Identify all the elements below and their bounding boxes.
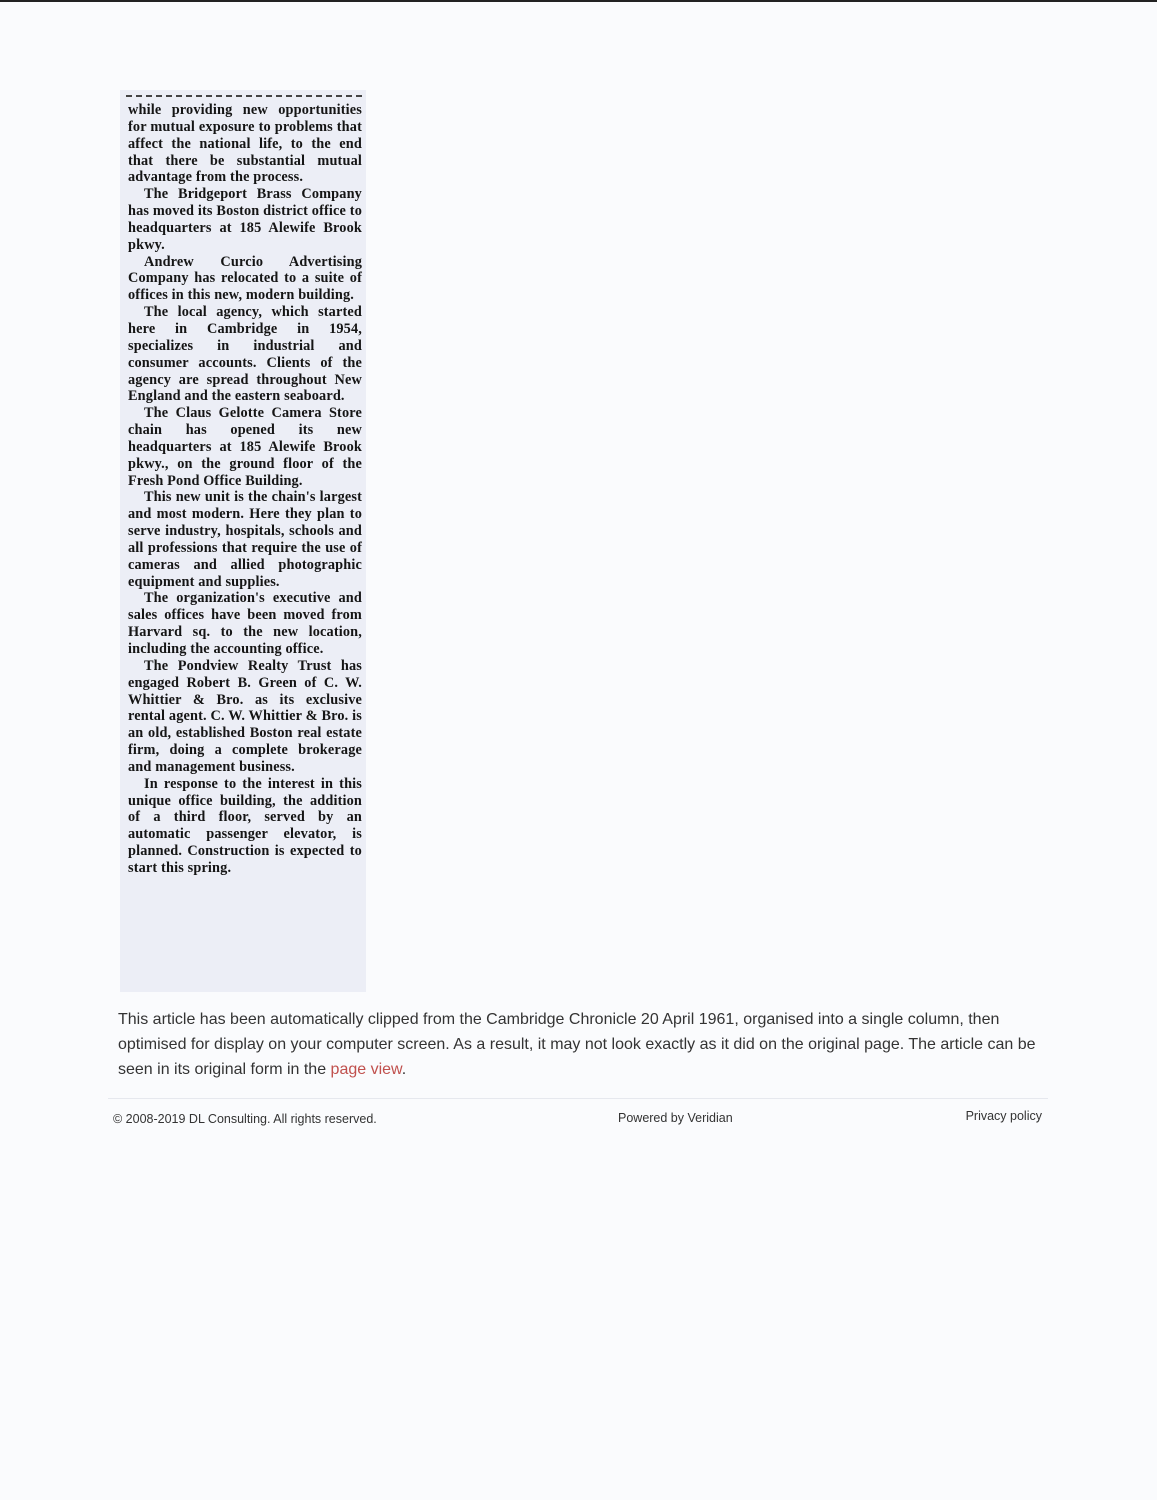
- privacy-policy-link[interactable]: Privacy policy: [965, 1109, 1042, 1123]
- page-view-link[interactable]: page view: [330, 1061, 402, 1078]
- article-paragraph: In response to the interest in this unique office building, the addition of a third floor, served by an automatic passenger elevator, is planned. Construction is expected to start this spring.: [128, 775, 362, 876]
- clipping-caption: [118, 1007, 1038, 1082]
- top-border: [0, 0, 1157, 2]
- clipped-header-fragment: [126, 95, 362, 100]
- article-paragraph: while providing new opportunities for mutual exposure to problems that affect the national life, to the end that there be substantial mutual advantage from the process.: [128, 102, 362, 186]
- article-paragraph: The Bridgeport Brass Company has moved its Boston district office to headquarters at 185 Alewife Brook pkwy.: [128, 186, 362, 253]
- footer-powered-by: Powered by Veridian: [618, 1111, 733, 1125]
- footer-copyright: © 2008-2019 DL Consulting. All rights reserved.: [113, 1112, 377, 1126]
- article-paragraph: Andrew Curcio Advertising Company has relocated to a suite of offices in this new, modern building.: [128, 253, 362, 304]
- article-clip-image: [120, 90, 366, 992]
- article-paragraph: The local agency, which started here in Cambridge in 1954, specializes in industrial and consumer accounts. Clients of the agency are spread throughout New England and the eastern seaboard.: [128, 304, 362, 405]
- article-paragraph: The Claus Gelotte Camera Store chain has opened its new headquarters at 185 Alewife Brook pkwy., on the ground floor of the Fresh Pond Office Building.: [128, 405, 362, 489]
- article-paragraph: This new unit is the chain's largest and most modern. Here they plan to serve industry, hospitals, schools and all professions that require the use of cameras and allied photographic equipment and supplies.: [128, 489, 362, 590]
- footer-divider: [108, 1098, 1048, 1099]
- caption-suffix: .: [401, 1061, 407, 1078]
- article-text: [128, 102, 362, 877]
- footer-privacy: [966, 1109, 1042, 1123]
- article-paragraph: The Pondview Realty Trust has engaged Robert B. Green of C. W. Whittier & Bro. as its exclusive rental agent. C. W. Whittier & Bro. is an old, established Boston real estate firm, doing a complete brokerage and management business.: [128, 657, 362, 775]
- caption-text: This article has been automatically clipped from the Cambridge Chronicle 20 April 1961, organised into a single column, then optimised for display on your computer screen. As a result, it may not look exactly as it did on the original page. The article can be seen in its original form in the: [118, 1011, 1036, 1078]
- article-paragraph: The organization's executive and sales offices have been moved from Harvard sq. to the new location, including the accounting office.: [128, 590, 362, 657]
